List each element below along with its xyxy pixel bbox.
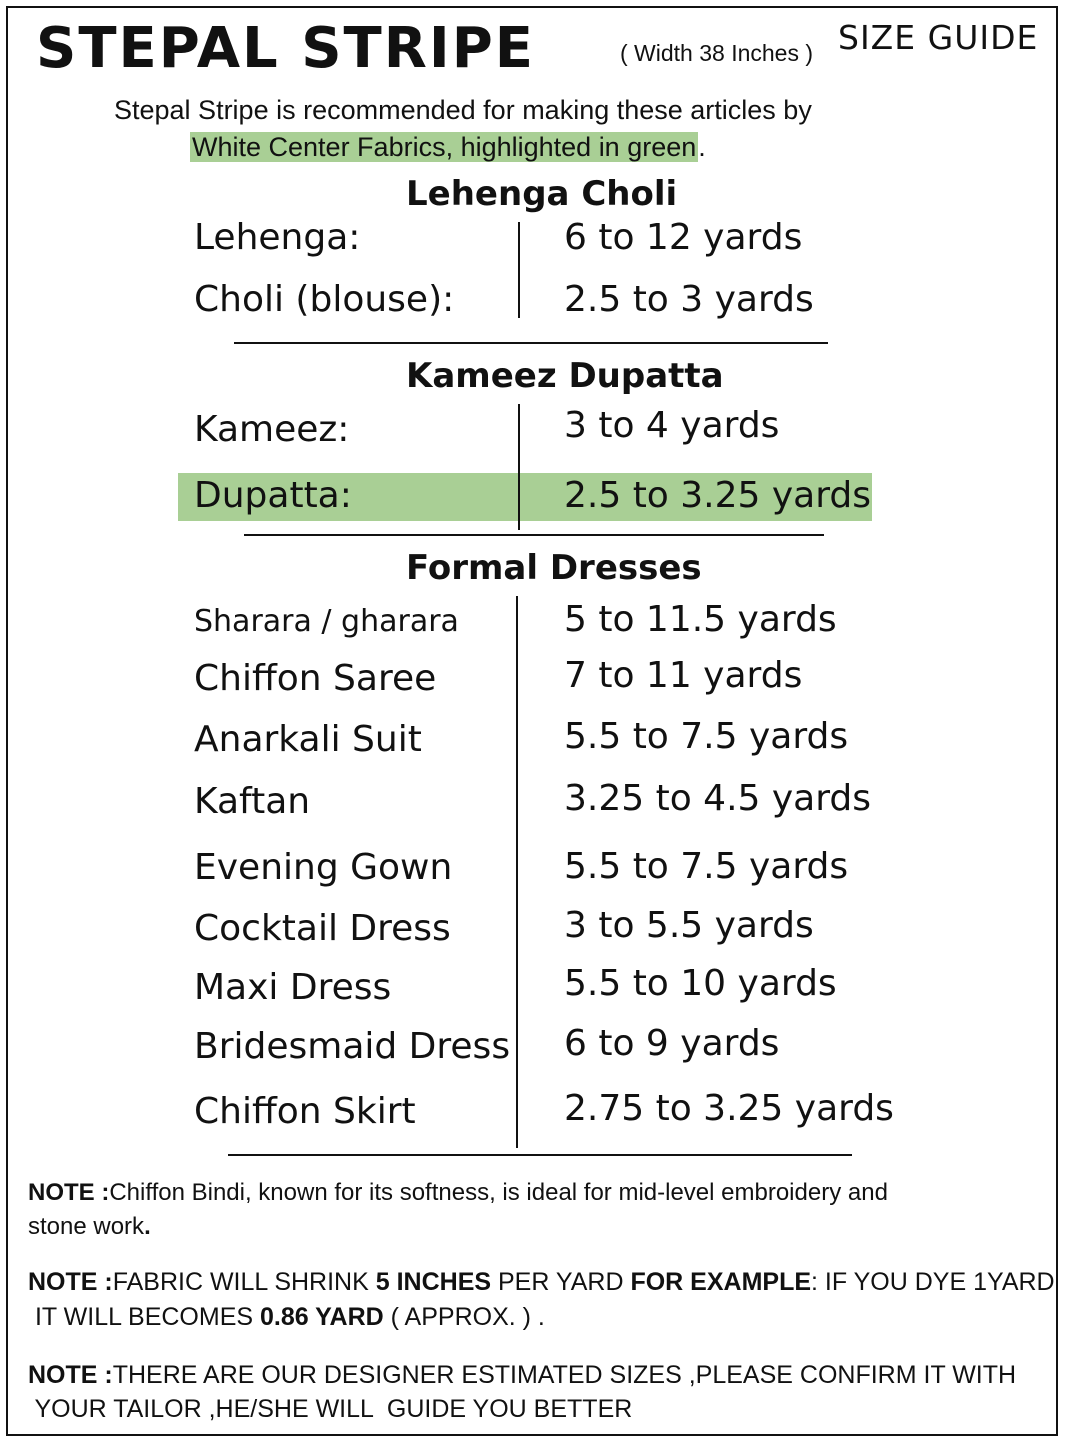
value-kameez: 3 to 4 yards [564,405,780,446]
value-lehenga: 6 to 12 yards [564,217,803,258]
intro-line-2 [190,130,706,164]
value-bridesmaid: 6 to 9 yards [564,1023,780,1064]
label-sharara: Sharara / gharara [194,604,459,639]
heading-formal-dresses: Formal Dresses [406,548,702,588]
note-1-line-1 [28,1176,888,1210]
width-note: ( Width 38 Inches ) [620,40,814,66]
note-2-line-2 [28,1300,545,1334]
value-maxi: 5.5 to 10 yards [564,963,837,1004]
intro-period: . [698,132,706,162]
note-3-line-1 [28,1358,1016,1392]
note-1-line-2 [28,1210,151,1244]
value-evening-gown: 5.5 to 7.5 yards [564,846,849,887]
note-3-prefix: NOTE : [28,1361,113,1389]
label-kameez: Kameez: [194,409,350,450]
size-guide-title: SIZE GUIDE [838,18,1039,57]
heading-lehenga-choli: Lehenga Choli [406,174,678,214]
value-chiffon-saree: 7 to 11 yards [564,655,803,696]
label-maxi: Maxi Dress [194,967,392,1008]
divider-kameez [518,404,520,530]
note-3-text: THERE ARE OUR DESIGNER ESTIMATED SIZES ,PLEASE CONFIRM IT WITH [112,1361,1017,1389]
label-anarkali: Anarkali Suit [194,719,422,760]
label-kaftan: Kaftan [194,781,311,822]
label-bridesmaid: Bridesmaid Dress [194,1026,511,1067]
value-choli: 2.5 to 3 yards [564,279,814,320]
label-choli: Choli (blouse): [194,279,455,320]
note-2-text-a: FABRIC WILL SHRINK [112,1268,376,1296]
label-cocktail: Cocktail Dress [194,908,451,949]
note-2-bold-a: 5 INCHES [375,1268,492,1296]
divider-lehenga [518,222,520,318]
note-2-bold-b: FOR EXAMPLE [630,1268,812,1296]
page-border [6,6,1058,1436]
note-1-period: . [144,1213,151,1240]
note-2-prefix: NOTE : [28,1268,113,1296]
divider-formal [516,596,518,1148]
value-kaftan: 3.25 to 4.5 yards [564,778,872,819]
note-2-line-1 [28,1265,1055,1299]
value-anarkali: 5.5 to 7.5 yards [564,716,849,757]
label-dupatta: Dupatta: [194,475,352,516]
note-2-bold-c: 0.86 YARD [260,1303,384,1331]
value-dupatta: 2.5 to 3.25 yards [564,475,872,516]
note-2-text-e: ( APPROX. ) . [383,1303,545,1331]
note-2-text-c: : IF YOU DYE 1YARD [811,1268,1055,1296]
label-chiffon-skirt: Chiffon Skirt [194,1091,416,1132]
value-sharara: 5 to 11.5 yards [564,599,837,640]
label-chiffon-saree: Chiffon Saree [194,658,437,699]
separator-3 [228,1154,852,1156]
brand-title: STEPAL STRIPE [36,16,535,81]
value-cocktail: 3 to 5.5 yards [564,905,814,946]
value-chiffon-skirt: 2.75 to 3.25 yards [564,1088,894,1129]
note-1-text-2: stone work [28,1213,145,1240]
note-1-prefix: NOTE : [28,1179,110,1206]
note-2-text-d: IT WILL BECOMES [28,1303,260,1331]
intro-highlight: White Center Fabrics, highlighted in green [192,132,697,162]
label-lehenga: Lehenga: [194,217,361,258]
separator-2 [244,534,824,536]
label-evening-gown: Evening Gown [194,847,453,888]
intro-line-1: Stepal Stripe is recommended for making these articles by [114,95,812,125]
separator-1 [234,342,828,344]
heading-kameez-dupatta: Kameez Dupatta [406,356,724,396]
note-1-text: Chiffon Bindi, known for its softness, is ideal for mid-level embroidery and [109,1179,888,1206]
note-3-line-2: YOUR TAILOR ,HE/SHE WILL GUIDE YOU BETTER [28,1395,633,1423]
note-2-text-b: PER YARD [491,1268,631,1296]
